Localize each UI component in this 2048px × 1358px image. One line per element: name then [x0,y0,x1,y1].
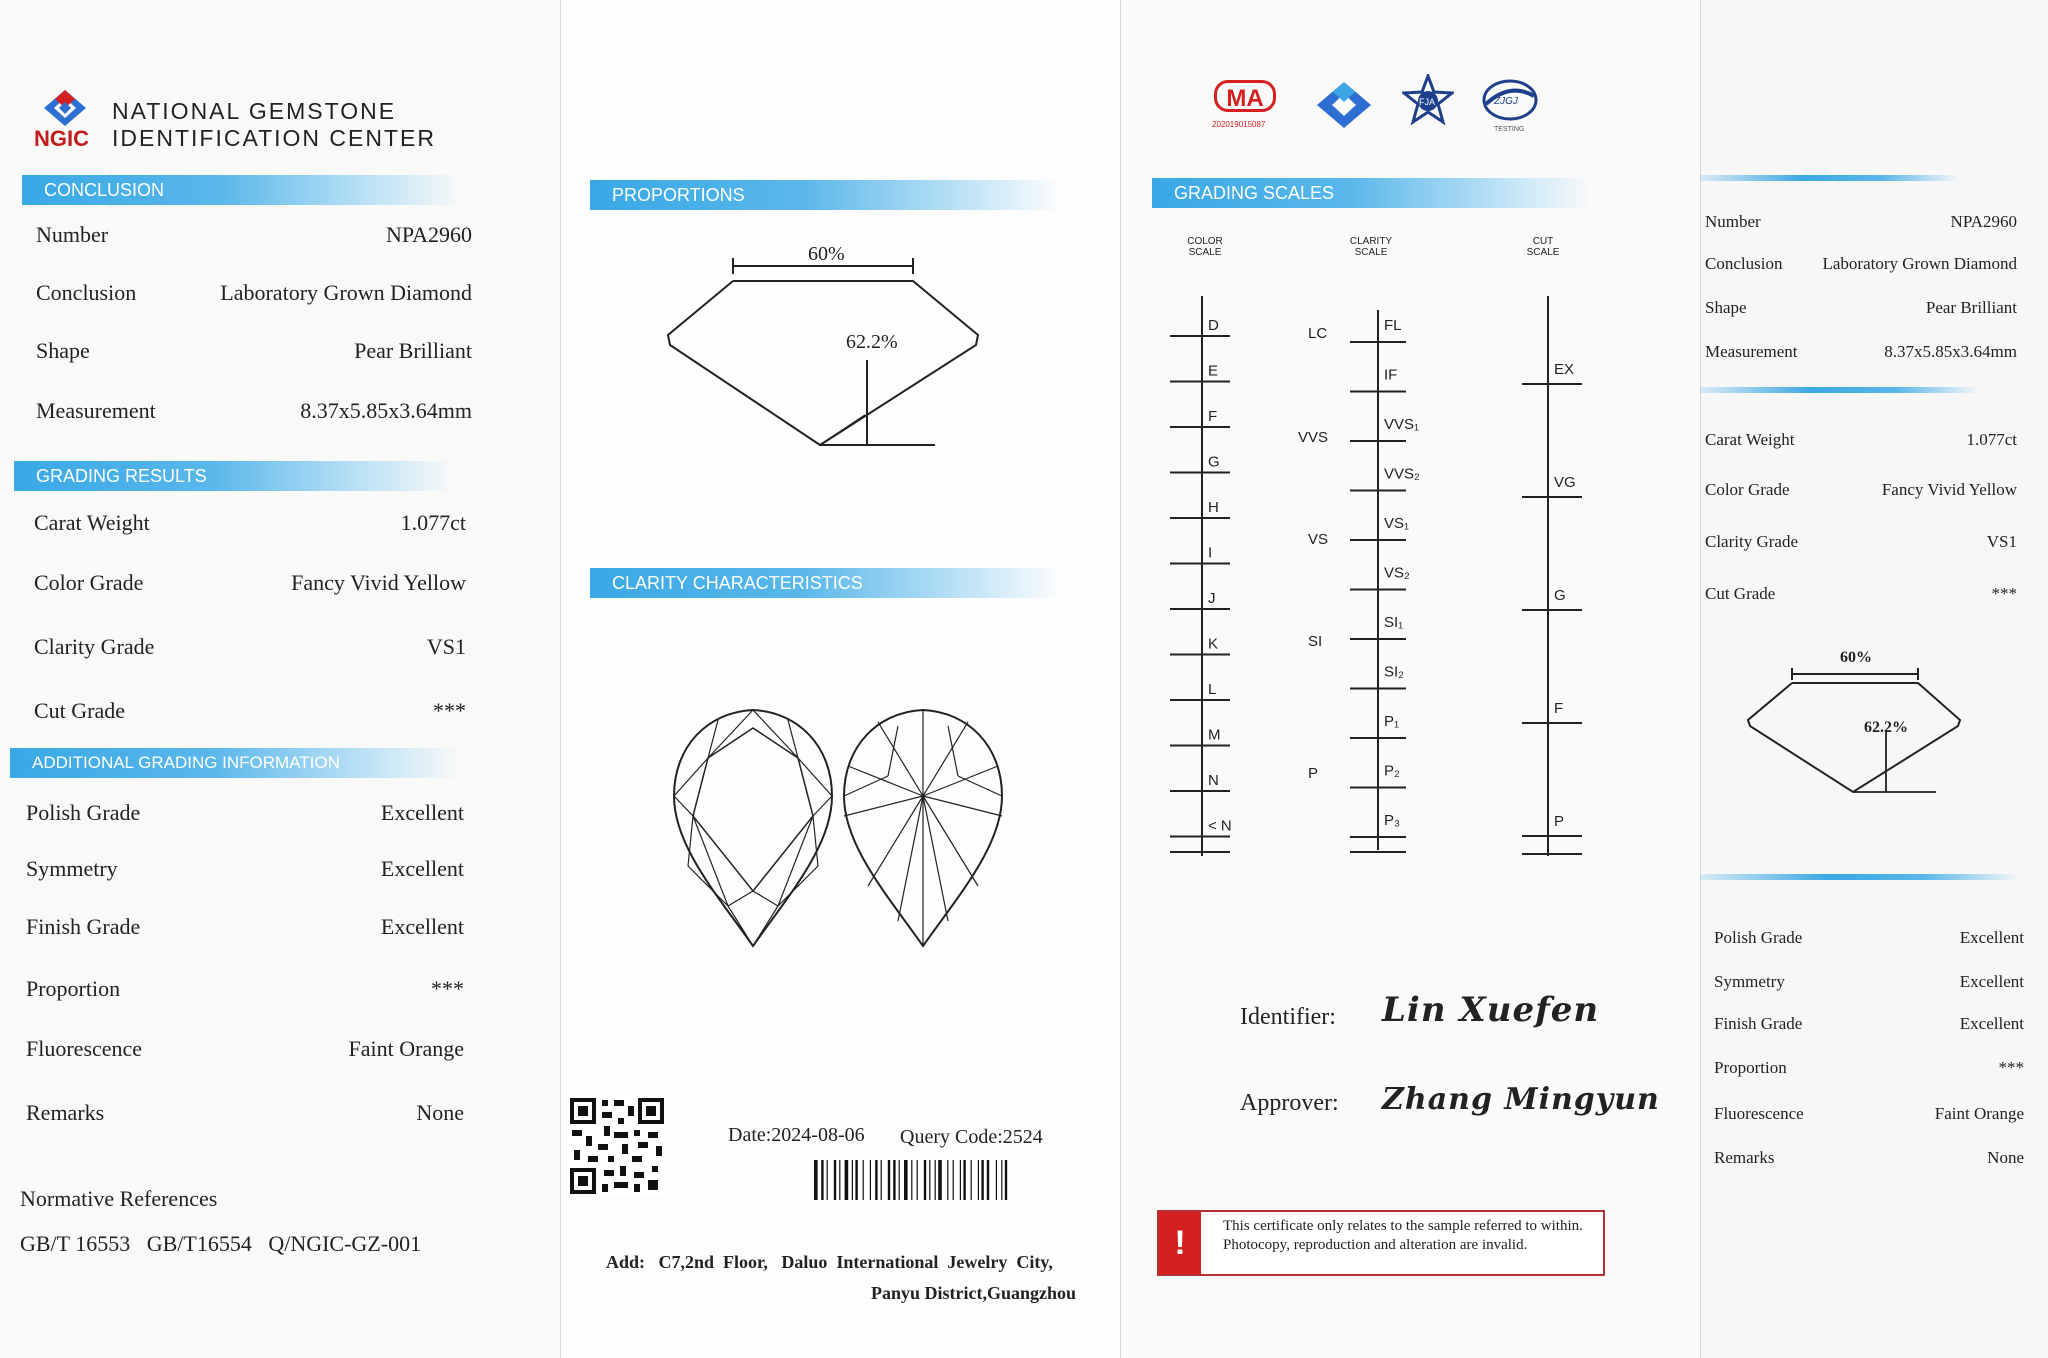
info-row [26,856,464,886]
color-grade-label: K [1208,635,1219,653]
row-label: Clarity Grade [34,634,155,659]
warning-icon: ! [1159,1212,1201,1274]
row-value: VS1 [426,634,466,659]
clarity-grade-label: P₂ [1384,762,1400,780]
row-value: 1.077ct [400,510,466,535]
row-value: NPA2960 [1950,212,2017,231]
color-scale-title: COLOR SCALE [1187,236,1223,258]
summary-proportions-diagram [1740,640,1970,800]
clarity-grade-label: SI₁ [1384,614,1404,631]
clarity-grade-label: VS₁ [1384,515,1410,532]
row-label: Carat Weight [1705,430,1795,449]
row-label: Proportion [1714,1058,1787,1077]
info-row [1705,584,2017,614]
cut-scale-title: CUT SCALE [1526,236,1560,258]
barcode-bar [996,1160,997,1200]
row-value: Laboratory Grown Diamond [1822,254,2017,273]
row-label: Symmetry [26,856,118,881]
row-value: Fancy Vivid Yellow [1881,480,2017,499]
cut-grade-label: F [1554,700,1564,717]
cma-number: 202019015087 [1212,120,1266,129]
row-label: Carat Weight [34,510,150,535]
ngic-logo-text: NGIC [34,126,89,151]
row-label: Number [1705,212,1761,231]
color-grade-label: L [1208,681,1217,698]
row-label: Cut Grade [34,698,126,723]
info-row [26,800,464,830]
testing-text: TESTING [1494,126,1525,133]
clarity-group-label: VS [1308,531,1329,548]
barcode-bar [893,1160,895,1200]
barcode-bar [845,1160,849,1200]
row-label: Fluorescence [26,1036,143,1061]
row-value: Pear Brilliant [354,338,472,363]
approver-signature: Zhang Mingyun [1382,1082,1660,1117]
info-row [1705,532,2017,562]
barcode-bar [881,1160,882,1200]
identifier-label: Identifier: [1240,1004,1336,1030]
barcode-bar [852,1160,853,1200]
info-row [34,634,466,664]
grading-scales-chart [1160,290,1600,870]
info-row [1705,342,2017,372]
clarity-group-label: LC [1308,325,1328,342]
row-label: Measurement [36,398,156,423]
info-row [36,222,472,252]
section-proportions: PROPORTIONS [590,180,1060,210]
color-grade-label: < N [1208,817,1232,835]
fja-text: FJA [1419,97,1436,107]
address-line2: Panyu District,Guangzhou [871,1283,1077,1303]
color-grade-label: G [1208,453,1220,471]
barcode-bar [834,1160,836,1200]
depth-percent-label: 62.2% [846,331,898,353]
row-label: Remarks [26,1100,105,1125]
row-value: 8.37x5.85x3.64mm [1884,342,2017,361]
row-label: Color Grade [1705,480,1790,499]
barcode-bar [935,1160,936,1200]
row-label: Color Grade [34,570,144,595]
row-value: *** [433,698,466,723]
ngic-badge-icon [1315,80,1373,130]
barcode-bar [917,1160,918,1200]
info-row [1714,1014,2024,1044]
table-percent-label: 60% [808,243,845,265]
color-grade-label: H [1208,499,1219,516]
row-value: VS1 [1986,532,2017,551]
clarity-scale-title: CLARITY SCALE [1349,236,1393,258]
clarity-group-label: VVS [1298,429,1329,446]
normative-title: Normative References [20,1186,218,1211]
row-label: Remarks [1714,1148,1775,1167]
barcode-bar [904,1160,908,1200]
barcode-bar [821,1160,823,1200]
org-name-line1: NATIONAL GEMSTONE [112,98,397,124]
barcode-bar [899,1160,900,1200]
clarity-grade-label: VVS₁ [1384,416,1420,433]
barcode-bar [1005,1160,1007,1200]
color-grade-label: F [1208,408,1218,425]
row-value: Pear Brilliant [1925,298,2017,317]
row-value: *** [1991,584,2017,603]
query-code: Query Code:2524 [900,1126,1043,1148]
barcode-bar [1001,1160,1002,1200]
row-value: Laboratory Grown Diamond [220,280,472,305]
qr-code[interactable] [568,1096,666,1196]
ngic-logo-icon [40,88,90,128]
section-grading-scales: GRADING SCALES [1152,178,1592,208]
info-row [34,510,466,540]
info-row [36,398,472,428]
clarity-grade-label: SI₂ [1384,663,1404,681]
barcode-bar [888,1160,890,1200]
info-row [1705,254,2017,284]
row-label: Conclusion [1705,254,1783,273]
info-row [1705,298,2017,328]
row-value: Faint Orange [348,1036,464,1061]
row-value: NPA2960 [386,222,472,247]
section-conclusion: CONCLUSION [22,175,462,205]
clarity-grade-label: P₃ [1384,812,1401,829]
barcode-bar [963,1160,965,1200]
row-label: Shape [1705,298,1747,317]
approver-label: Approver: [1240,1090,1339,1116]
clarity-group-label: SI [1308,633,1323,650]
row-value: 8.37x5.85x3.64mm [300,398,472,423]
cut-grade-label: G [1554,587,1566,604]
row-label: Polish Grade [1714,928,1803,947]
row-value: *** [1998,1058,2024,1077]
barcode-bar [938,1160,942,1200]
cut-grade-label: VG [1554,474,1576,491]
row-value: Excellent [1959,1014,2024,1033]
barcode-bar [855,1160,857,1200]
identifier-signature: Lin Xuefen [1382,990,1600,1030]
summary-rule-top [1700,175,1960,181]
info-row [26,914,464,944]
barcode-bar [827,1160,828,1200]
info-row [1714,1148,2024,1178]
info-row [26,1100,464,1130]
info-row [34,698,466,728]
barcode-bar [875,1160,877,1200]
notice-box [1157,1210,1605,1276]
barcode-bar [814,1160,818,1200]
section-additional: ADDITIONAL GRADING INFORMATION [10,748,460,778]
org-name-line2: IDENTIFICATION CENTER [112,125,436,151]
row-value: Excellent [380,856,464,881]
color-grade-label: D [1208,317,1219,334]
clarity-grade-label: VS₂ [1384,564,1410,582]
info-row [1714,1104,2024,1134]
normative-refs: GB/T 16553 GB/T16554 Q/NGIC-GZ-001 [20,1231,422,1256]
info-row [1705,480,2017,510]
info-row [1705,212,2017,242]
info-row [1714,1058,2024,1088]
row-label: Cut Grade [1705,584,1776,603]
barcode-bar [953,1160,954,1200]
barcode-bar [987,1160,989,1200]
pear-pavilion-diagram [838,706,1008,950]
cma-logo-text: MA [1214,80,1276,112]
info-row [26,1036,464,1066]
row-value: Faint Orange [1934,1104,2024,1123]
barcode-bar [971,1160,972,1200]
barcode-bar [870,1160,871,1200]
fja-star-icon [1402,74,1454,126]
info-row [36,338,472,368]
barcode [812,1160,1058,1202]
info-row [1705,430,2017,460]
color-grade-label: I [1208,544,1213,562]
info-row [1714,972,2024,1002]
notice-text: This certificate only relates to the sample referred to within. Photocopy, reproduction and alteration are invalid. [1223,1218,1583,1253]
row-value: Excellent [1959,928,2024,947]
color-grade-label: E [1208,362,1219,380]
row-label: Conclusion [36,280,137,305]
summary-table-label: 60% [1840,649,1872,666]
info-row [34,570,466,600]
clarity-grade-label: FL [1384,317,1402,334]
row-value: Excellent [1959,972,2024,991]
section-clarity-characteristics: CLARITY CHARACTERISTICS [590,568,1060,598]
row-label: Clarity Grade [1705,532,1798,551]
proportions-diagram [660,240,990,450]
info-row [26,976,464,1006]
row-label: Finish Grade [1714,1014,1803,1033]
clarity-grade-label: VVS₂ [1384,465,1420,483]
info-row [1714,928,2024,958]
barcode-bar [960,1160,961,1200]
row-value: Excellent [380,800,464,825]
zjgj-text: ZJGJ [1494,96,1518,107]
row-label: Shape [36,338,90,363]
cut-grade-label: P [1554,813,1565,830]
barcode-bar [911,1160,912,1200]
barcode-bar [839,1160,840,1200]
row-value: None [1987,1148,2024,1167]
info-row [36,280,472,310]
issue-date: Date:2024-08-06 [728,1124,865,1146]
row-label: Finish Grade [26,914,141,939]
color-grade-label: M [1208,726,1221,744]
row-value: Excellent [380,914,464,939]
row-label: Fluorescence [1714,1104,1804,1123]
zjgj-badge-icon [1480,78,1540,134]
barcode-bar [978,1160,979,1200]
clarity-grade-label: IF [1384,366,1398,384]
row-label: Proportion [26,976,121,1001]
cma-badge [1212,80,1282,130]
row-label: Symmetry [1714,972,1785,991]
row-label: Number [36,222,109,247]
barcode-bar [947,1160,948,1200]
row-label: Measurement [1705,342,1798,361]
clarity-group-label: P [1308,765,1319,782]
barcode-bar [863,1160,864,1200]
row-label: Polish Grade [26,800,141,825]
summary-rule-bottom [1700,874,2020,880]
row-value: *** [431,976,464,1001]
barcode-bar [981,1160,983,1200]
summary-rule-middle [1700,387,1980,393]
color-grade-label: J [1208,590,1216,607]
barcode-bar [924,1160,926,1200]
row-value: Fancy Vivid Yellow [291,570,466,595]
section-grading-results: GRADING RESULTS [14,461,454,491]
summary-depth-label: 62.2% [1864,719,1908,736]
row-value: 1.077ct [1966,430,2017,449]
clarity-grade-label: P₁ [1384,713,1400,730]
row-value: None [416,1100,464,1125]
cut-grade-label: EX [1554,361,1575,378]
address-line1: Add: C7,2nd Floor, Daluo International Jewelry City, [606,1252,1053,1272]
color-grade-label: N [1208,772,1219,789]
pear-crown-diagram [668,706,838,950]
barcode-bar [929,1160,930,1200]
